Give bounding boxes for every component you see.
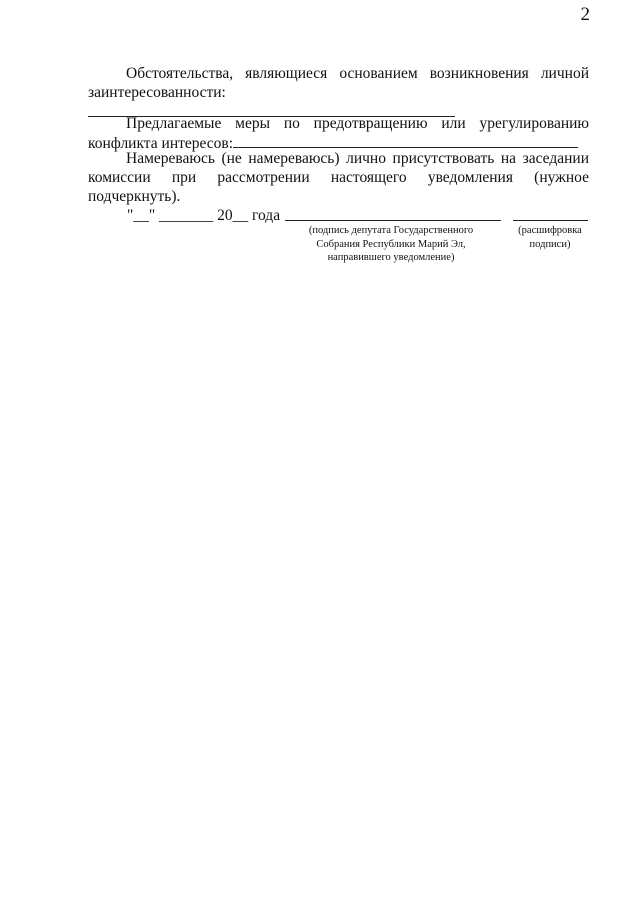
signature-decipher-line [513,220,588,221]
paragraph-continuation: конфликта интересов: [88,135,234,152]
measures-fill-line [233,133,578,148]
page-number: 2 [580,4,590,25]
paragraph-attendance [88,149,589,206]
signature-caption: (подпись депутата Государственного Собрания Республики Марий Эл, направившего уведомление) [308,225,474,263]
date-line: "__" _______ 20__ года [127,207,281,224]
paragraph-measures [88,114,589,153]
paragraph-first-line: Предлагаемые меры по предотвращению или урегулированию [126,115,589,132]
paragraph-continuation: комиссии при рассмотрении настоящего уведомления (нужное подчеркнуть). [88,169,589,205]
paragraph-continuation: заинтересованности: [88,84,226,101]
signature-line [285,220,501,221]
paragraph-first-line: Обстоятельства, являющиеся основанием возникновения личной [126,65,589,82]
paragraph-first-line: Намереваюсь (не намереваюсь) лично присутствовать на заседании [126,150,589,167]
decipher-caption: (расшифровка подписи) [518,225,582,250]
